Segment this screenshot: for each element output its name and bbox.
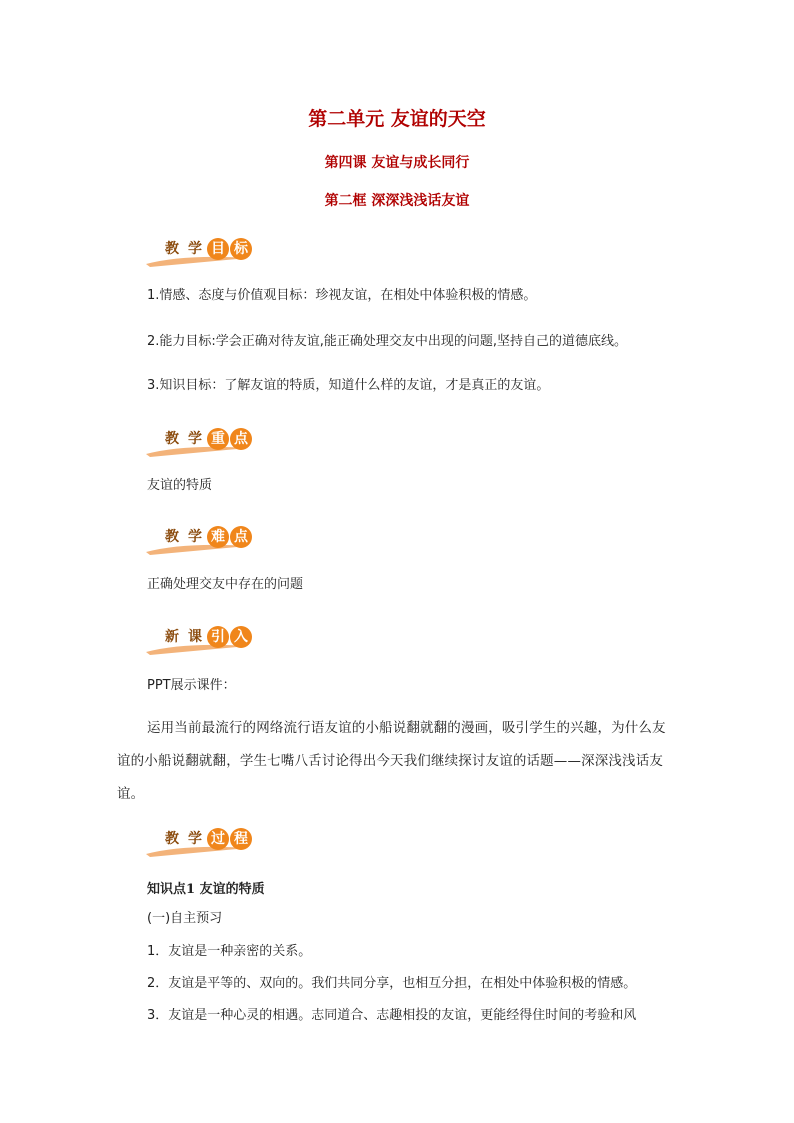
badge-teaching-process — [144, 824, 254, 858]
unit-title: 第二单元 友谊的天空 — [308, 108, 486, 130]
badge-char: 过 — [207, 828, 229, 850]
badge-char: 程 — [230, 828, 252, 850]
badge-char: 重 — [207, 428, 229, 450]
badge-char: 教 — [165, 241, 179, 257]
objective-item: 1.情感、态度与价值观目标：珍视友谊，在相处中体验积极的情感。 — [147, 288, 537, 303]
section-title: 第二框 深深浅浅话友谊 — [324, 193, 470, 209]
badge-char: 点 — [230, 428, 252, 450]
badge-char: 学 — [188, 241, 202, 257]
badge-key-points — [144, 424, 254, 458]
badge-char: 难 — [207, 526, 229, 548]
badge-char: 标 — [230, 238, 252, 260]
difficulty-text: 正确处理交友中存在的问题 — [147, 577, 304, 592]
badge-lesson-intro — [144, 622, 254, 656]
process-item: 1．友谊是一种亲密的关系。 — [147, 944, 312, 959]
ppt-label: PPT展示课件： — [147, 678, 236, 693]
badge-char: 教 — [165, 831, 179, 847]
self-study-subheading: (一)自主预习 — [147, 911, 223, 926]
badge-char: 新 — [165, 629, 179, 645]
badge-char: 学 — [188, 529, 202, 545]
badge-char: 课 — [188, 629, 202, 645]
badge-char: 入 — [230, 626, 252, 648]
key-point-text: 友谊的特质 — [147, 478, 213, 493]
badge-char: 引 — [207, 626, 229, 648]
badge-char: 目 — [207, 238, 229, 260]
badge-char: 点 — [230, 526, 252, 548]
process-item: 2．友谊是平等的、双向的。我们共同分享，也相互分担，在相处中体验积极的情感。 — [147, 976, 637, 991]
badge-char: 教 — [165, 431, 179, 447]
badge-char: 学 — [188, 831, 202, 847]
process-item: 3．友谊是一种心灵的相遇。志同道合、志趣相投的友谊，更能经得住时间的考验和风 — [147, 1008, 637, 1023]
lesson-title: 第四课 友谊与成长同行 — [324, 155, 470, 171]
badge-char: 学 — [188, 431, 202, 447]
badge-teaching-objectives — [144, 234, 254, 268]
objective-item: 2.能力目标:学会正确对待友谊,能正确处理交友中出现的问题,坚持自己的道德底线。 — [147, 334, 628, 349]
objective-item: 3.知识目标：了解友谊的特质，知道什么样的友谊，才是真正的友谊。 — [147, 378, 550, 393]
intro-paragraph: 运用当前最流行的网络流行语友谊的小船说翻就翻的漫画，吸引学生的兴趣，为什么友谊的小船说翻就翻，学生七嘴八舌讨论得出今天我们继续探讨友谊的话题——深深浅浅话友谊。 — [117, 720, 666, 802]
knowledge-point-heading: 知识点1 友谊的特质 — [147, 882, 265, 897]
badge-char: 教 — [165, 529, 179, 545]
badge-difficulties — [144, 522, 254, 556]
